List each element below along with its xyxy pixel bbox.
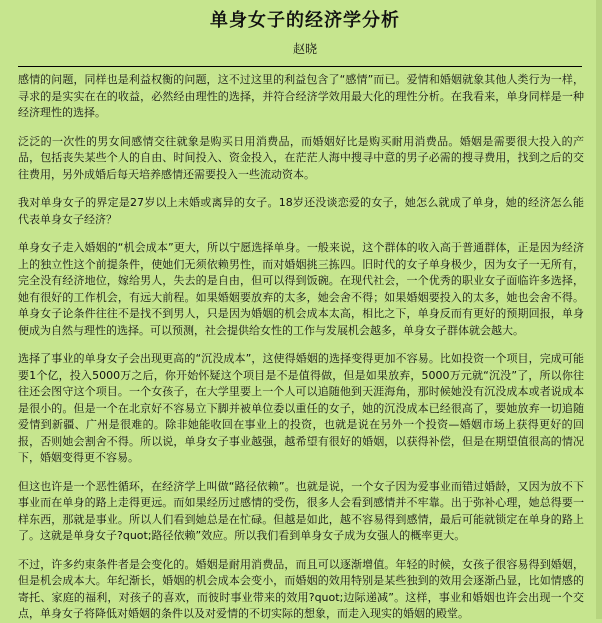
article-body [18,72,592,623]
article-paragraph: 感情的问题，同样也是利益权衡的问题，这不过这里的利益包含了“感情”而已。爱情和婚姻就象其他人类行为一样，寻求的是实实在在的收益，必然经由理性的选择，并符合经济学效用最大化的理性分析。在我看来，单身同样是一种经济理性的选择。 [18,73,584,119]
article-paragraph: 不过，许多约束条件者是会变化的。婚姻是耐用消费品，而且可以逐渐增值。年轻的时候，女孩子很容易得到婚姻，但是机会成本大。年纪渐长，婚姻的机会成本会变小，而婚姻的效用特别是某些独到的效用会逐渐凸显，比如情感的寄托、家庭的福利，对孩子的喜欢，而彼时事业带来的效用?quot;边际递减”。这样，事业和婚姻也许会出现一个交点，单身女子将降低对婚姻的条件以及对爱情的不切实际的想象，而走入现实的婚姻的殿堂。 [18,557,584,620]
page-scrollbar[interactable] [596,0,602,619]
article-paragraph: 我对单身女子的界定是27岁以上未婚或离异的女子。18岁还没谈恋爱的女子，她怎么就成了单身，她的经济怎么能代表单身女子经济？ [18,196,584,226]
article-title: 单身女子的经济学分析 [210,10,400,31]
article-paragraph: 单身女子走入婚姻的“机会成本”更大，所以宁愿选择单身。一般来说，这个群体的收入高于普通群体，正是因为经济上的独立性这个前提条件，使她们无须依赖男性，而对婚姻挑三拣四。旧时代的女子单身极少，因为女子一无所有，完全没有经济地位，嫁给男人，失去的是自由，但可以得到饭碗。在现代社会，一个优秀的职业女子面临许多选择，她有很好的工作机会，有远大前程。如果婚姻要放弃的太多，她会舍不得；如果婚姻要投入的太多，她也会舍不得。单身女子论条件往往不是找不到男人，只是因为婚姻的机会成本太高，相比之下，单身反而有更好的预期回报，单身便成为自然与理性的选择。可以预测，社会提供给女性的工作与发展机会越多，单身女子群体就会越大。 [18,241,584,337]
header-divider [18,66,582,67]
article-paragraph: 但这也许是一个恶性循环，在经济学上叫做“路径依赖”。也就是说，一个女子因为爱事业而错过婚龄，又因为放不下事业而在单身的路上走得更远。而如果经历过感情的受伤，很多人会看到感情并不牢靠。出于弥补心理，她总得要一样东西，那就是事业。所以人们看到她总是在忙碌。但越是如此，越不容易得到感情，最后可能就锁定在单身的路上了。这就是单身女子?quot;路径依赖”效应。所以我们看到单身女子成为女强人的概率更大。 [18,479,584,542]
article-paragraph: 选择了事业的单身女子会出现更高的“沉没成本”，这使得婚姻的选择变得更加不容易。比如投资一个项目，完成可能要1个亿，投入5000万之后，你开始怀疑这个项目是不是值得做，但是如果放弃，5000万元就“沉没”了，所以你往往还会图守这个项目。一个女孩子，在大学里要上一个人可以追随他到天涯海角，那时候她没有沉没成本或者说成本是很小的。但是一个在北京好不容易立下脚并被单位委以重任的女子，她的沉没成本已经很高了，要她放弃一切追随爱情到新疆、广州是很难的。除非她能收回在事业上的投资，也就是说在另外一个投资—婚姻市场上获得更好的回报，否则她会割舍不得。所以说，单身女子事业越强，越希望有很好的婚姻，以获得补偿，但是在期望值很高的情况下，婚姻变得更不容易。 [18,352,584,464]
article-author: 赵晓 [292,42,317,56]
article-paragraph: 泛泛的一次性的男女间感情交往就象是购买日用消费品，而婚姻好比是购买耐用消费品。婚姻是需要很大投入的产品，包括丧失某些个人的自由、时间投入、资金投入，在茫茫人海中搜寻中意的男子必需的搜寻费用，找到之后的交往费用，另外成婚后每天培养感情还需要投入一些流动资本。 [18,134,584,181]
